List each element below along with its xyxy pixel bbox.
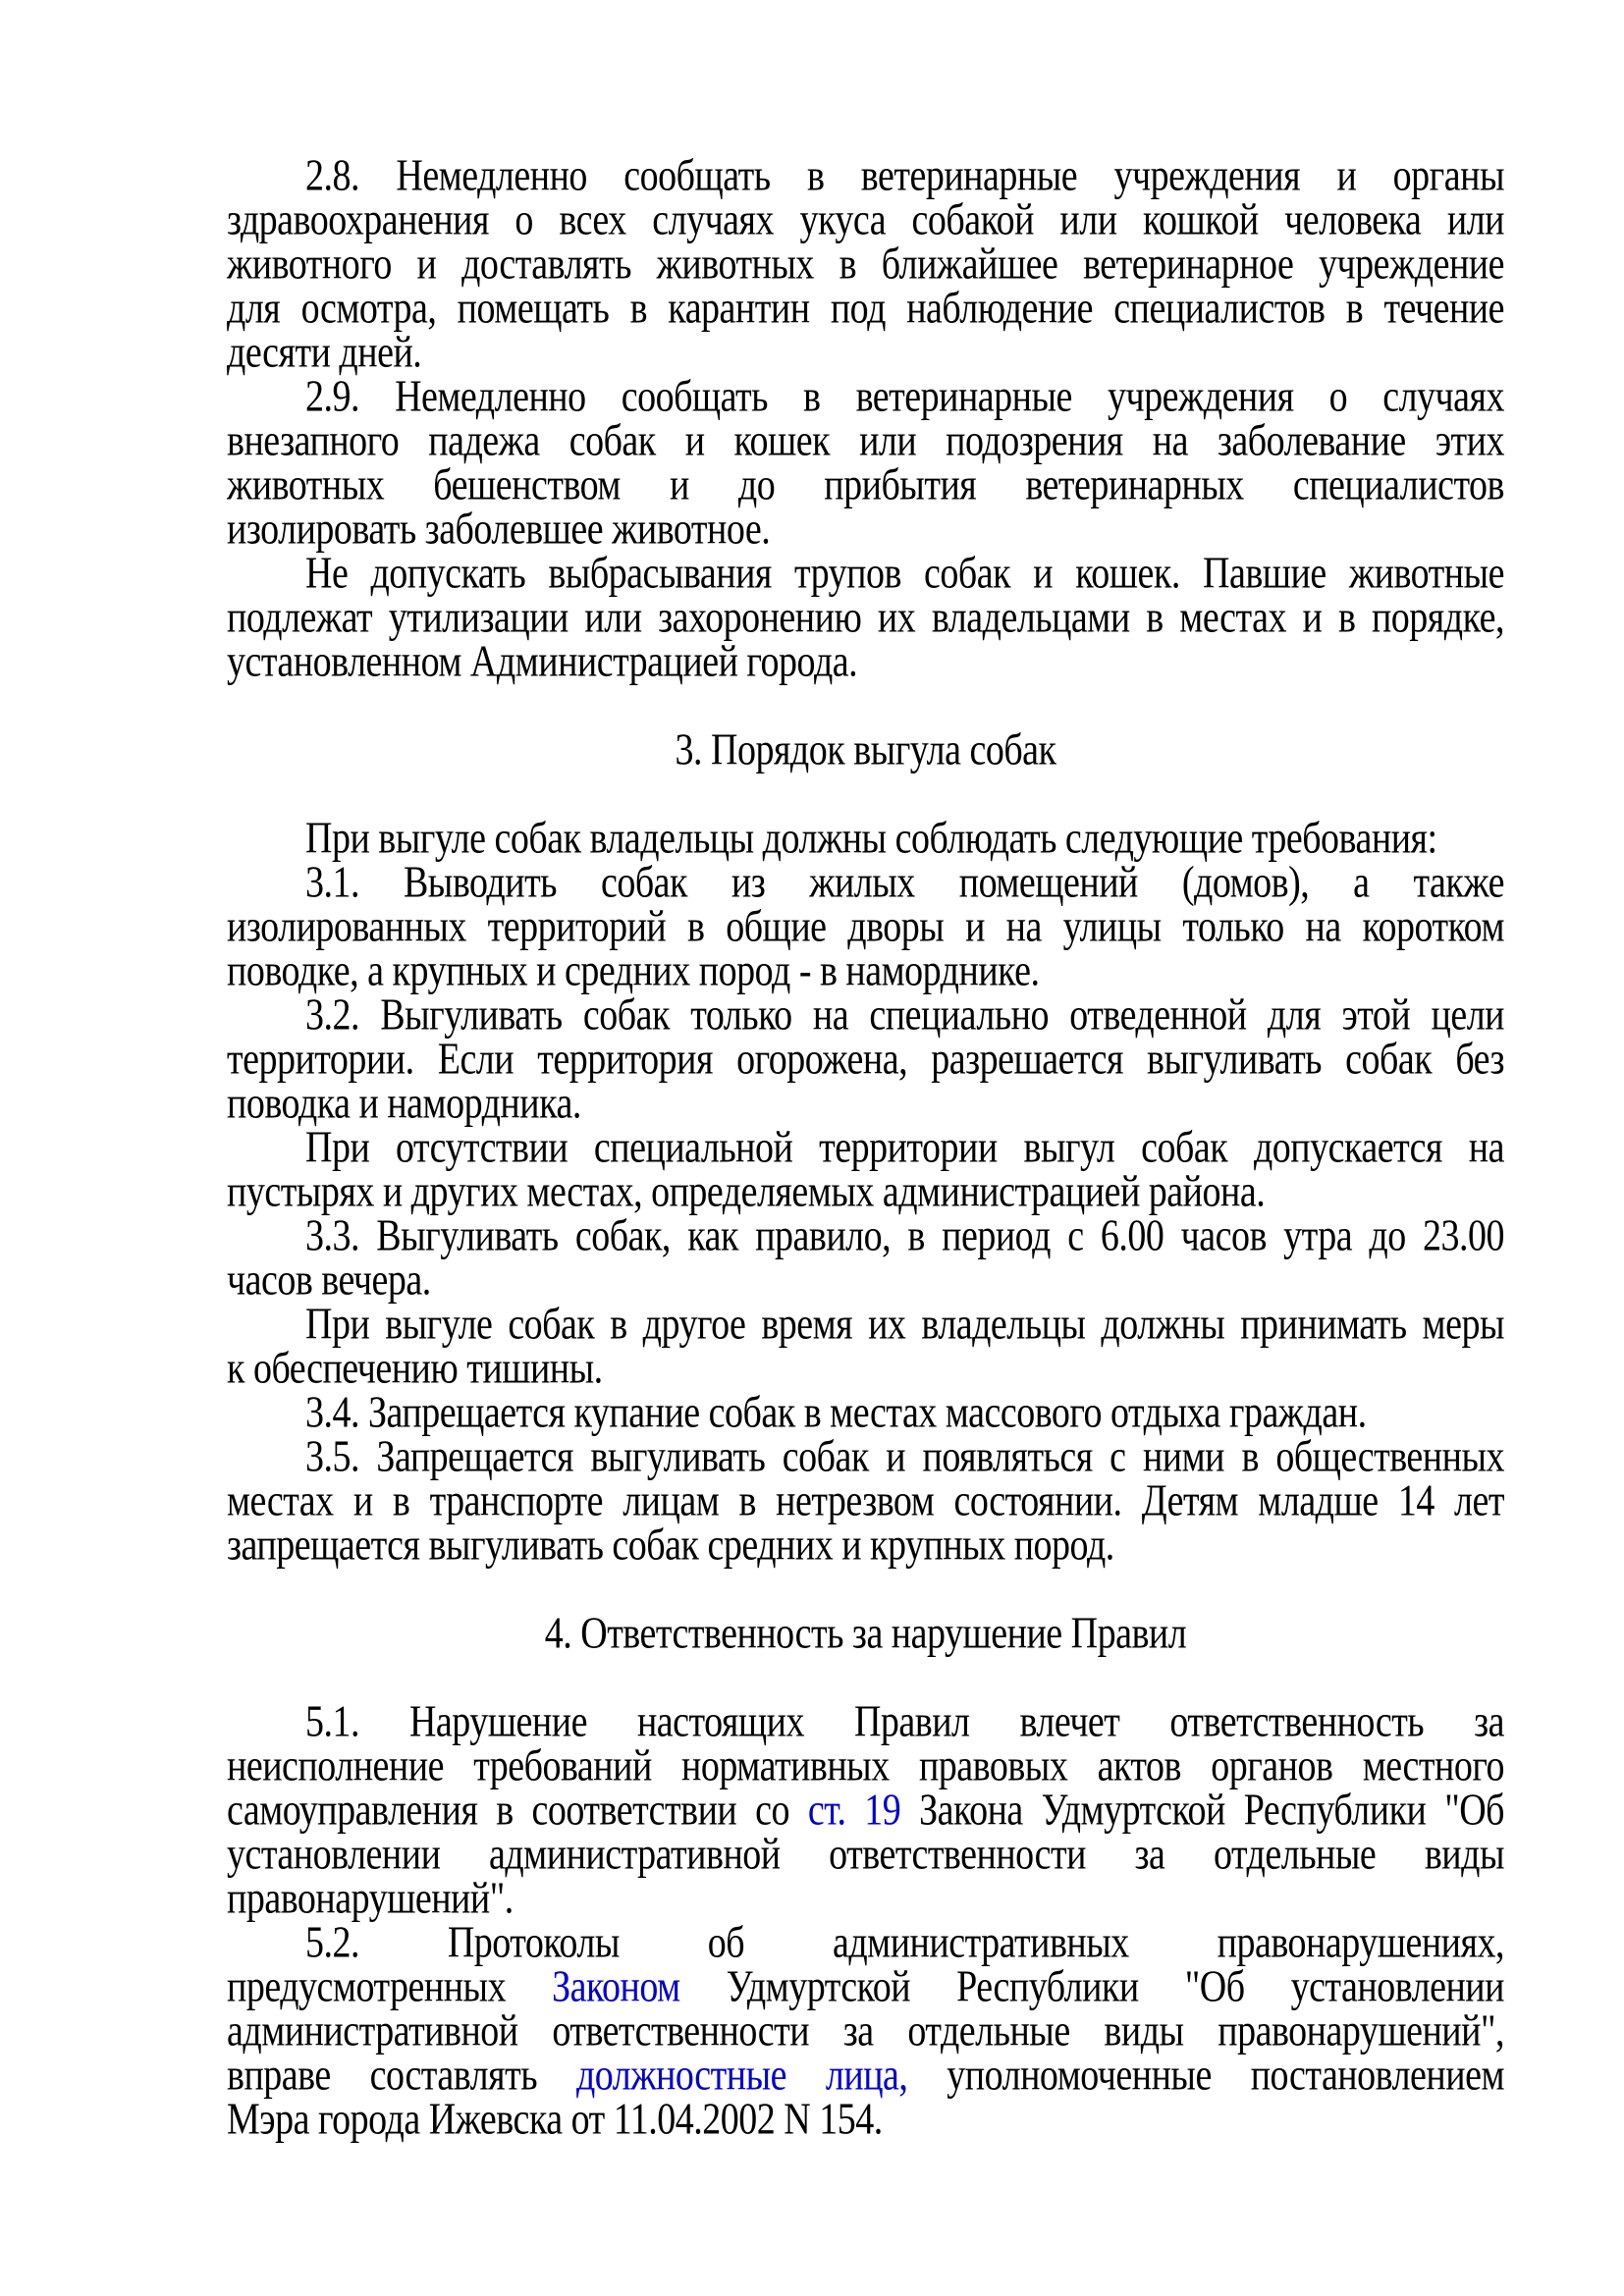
text-run: часов вечера. (227, 1255, 431, 1306)
text-run: для осмотра, помещать в карантин под наблюдение специалистов в течение (227, 283, 1504, 334)
text-run: предусмотренных (227, 1961, 553, 2012)
text-run: 2.8. Немедленно сообщать в ветеринарные учреждения и органы (305, 150, 1504, 201)
legal-reference-link[interactable]: ст. 19 (807, 1785, 901, 1836)
section-3-heading: 3. Порядок выгула собак (675, 724, 1056, 775)
text-run: административной ответственности за отдельные виды правонарушений", (227, 2005, 1504, 2056)
text-run: поводка и намордника. (227, 1078, 581, 1129)
document-text-column (227, 0, 1504, 2145)
text-run: установленном Администрацией города. (227, 636, 858, 687)
text-run: местах и в транспорте лицам в нетрезвом состоянии. Детям младше 14 лет (227, 1475, 1504, 1526)
text-run: правонарушений". (227, 1873, 514, 1924)
text-run: 3.4. Запрещается купание собак в местах массового отдыха граждан. (305, 1387, 1367, 1438)
text-run: При выгуле собак в другое время их владельцы должны принимать меры (305, 1299, 1504, 1350)
text-run: десяти дней. (227, 327, 422, 378)
section-4-heading: 4. Ответственность за нарушение Правил (544, 1608, 1187, 1659)
text-run: 5.1. Нарушение настоящих Правил влечет ответственность за (305, 1696, 1504, 1747)
text-run: пустырях и других местах, определяемых администрацией района. (227, 1166, 1266, 1217)
text-run: подлежат утилизации или захоронению их владельцами в местах и в порядке, (227, 592, 1504, 643)
text-run: Закона Удмуртской Республики "Об (900, 1785, 1504, 1836)
text-run: установлении административной ответственности за отдельные виды (227, 1829, 1504, 1880)
text-run: вправе составлять (227, 2050, 576, 2101)
text-run: 3.3. Выгуливать собак, как правило, в период с 6.00 часов утра до 23.00 (305, 1210, 1504, 1261)
text-run: внезапного падежа собак и кошек или подозрения на заболевание этих (227, 415, 1504, 466)
text-run: 5.2. Протоколы об административных правонарушениях, (305, 1917, 1504, 1968)
text-run: поводке, а крупных и средних пород - в наморднике. (227, 945, 1040, 996)
text-run: самоуправления в соответствии со (227, 1785, 808, 1836)
text-run: Удмуртской Республики "Об установлении (679, 1961, 1504, 2012)
clause-3-5-line (227, 1520, 1504, 1573)
text-run: 2.9. Немедленно сообщать в ветеринарные учреждения о случаях (305, 371, 1504, 422)
clause-2-9-note-line (227, 636, 1504, 689)
text-run: При выгуле собак владельцы должны соблюдать следующие требования: (305, 813, 1437, 864)
text-run: изолировать заболевшее животное. (227, 504, 771, 555)
text-run: животного и доставлять животных в ближайшее ветеринарное учреждение (227, 239, 1504, 290)
legal-reference-link[interactable]: должностные лица, (575, 2050, 908, 2101)
text-run: 3.1. Выводить собак из жилых помещений (домов), а также (305, 857, 1504, 908)
legal-reference-link[interactable]: Законом (552, 1961, 680, 2012)
text-run: здравоохранения о всех случаях укуса собакой или кошкой человека или (227, 194, 1504, 245)
text-run: Мэра города Ижевска от 11.04.2002 N 154. (227, 2094, 883, 2145)
text-run: 3.2. Выгуливать собак только на специально отведенной для этой цели (305, 989, 1504, 1041)
text-run: запрещается выгуливать собак средних и крупных пород. (227, 1520, 1114, 1571)
text-run: неисполнение требований нормативных правовых актов органов местного (227, 1740, 1504, 1791)
text-run: к обеспечению тишины. (227, 1343, 603, 1394)
text-run: При отсутствии специальной территории выгул собак допускается на (305, 1122, 1504, 1173)
text-run: Не допускать выбрасывания трупов собак и кошек. Павшие животные (305, 548, 1504, 599)
text-run: территории. Если территория огорожена, разрешается выгуливать собак без (227, 1034, 1504, 1085)
text-run: животных бешенством и до прибытия ветеринарных специалистов (227, 459, 1504, 510)
clause-5-2-line (227, 2094, 1504, 2147)
text-run: изолированных территорий в общие дворы и на улицы только на коротком (227, 901, 1504, 952)
text-run: 3.5. Запрещается выгуливать собак и появляться с ними в общественных (305, 1431, 1504, 1482)
text-run: уполномоченные постановлением (907, 2050, 1504, 2101)
